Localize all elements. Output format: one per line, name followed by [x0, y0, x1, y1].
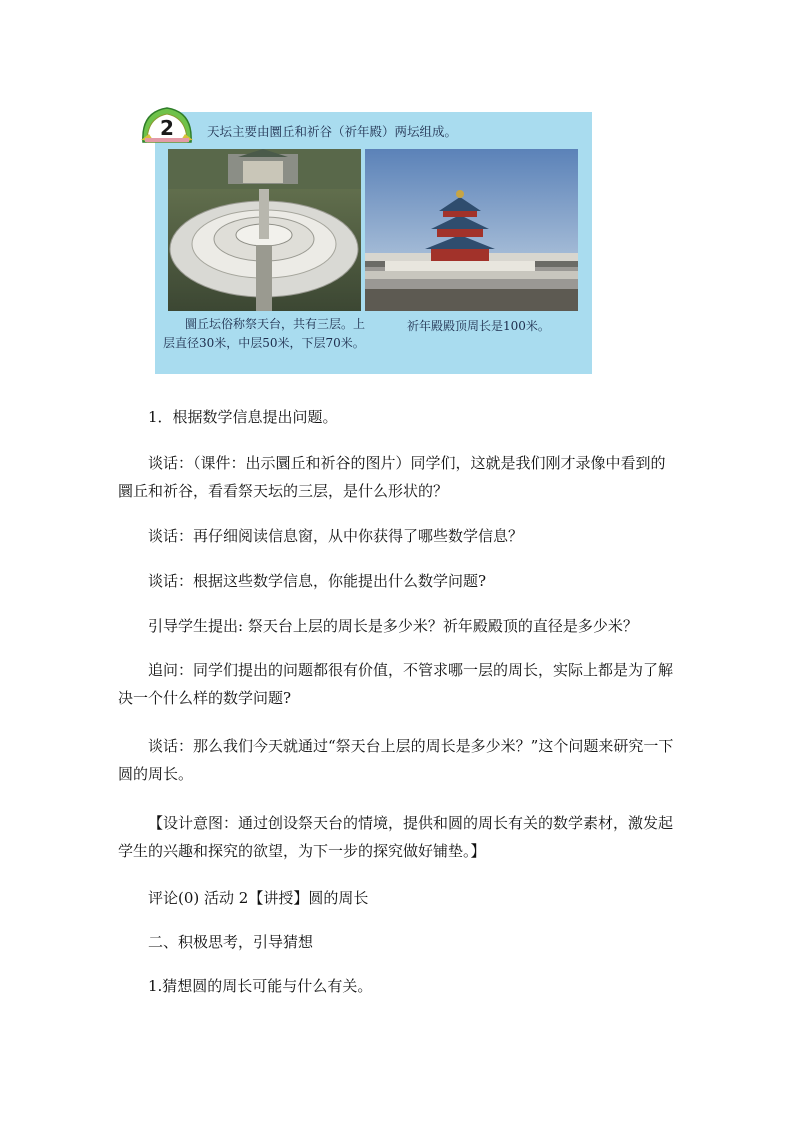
design-intent-note: 【设计意图：通过创设祭天台的情境，提供和圆的周长有关的数学素材，激发起学生的兴趣和探究的欲望，为下一步的探究做好铺垫。】: [118, 814, 674, 860]
paragraph: 谈话：那么我们今天就通过“祭天台上层的周长是多少米？”这个问题来研究一下圆的周长。: [118, 737, 674, 783]
info-window-figure: [155, 112, 592, 374]
figure-header: 天坛主要由圜丘和祈谷（祈年殿）两坛组成。: [207, 124, 458, 139]
caption-hall-of-prayer: 祈年殿殿顶周长是100米。: [407, 319, 550, 333]
number-badge-icon: [139, 104, 195, 144]
caption-circular-mound: 圜丘坛俗称祭天台，共有三层。上层直径30米，中层50米，下层70米。: [163, 317, 366, 350]
activity-heading: 评论(0) 活动 2【讲授】圆的周长: [148, 889, 369, 907]
paragraph: 1.猜想圆的周长可能与什么有关。: [148, 977, 373, 995]
paragraph: 1．根据数学信息提出问题。: [148, 408, 338, 426]
paragraph: 谈话：再仔细阅读信息窗，从中你获得了哪些数学信息？: [148, 527, 524, 545]
circular-mound-altar-photo: [168, 149, 361, 311]
paragraph: 谈话：根据这些数学信息，你能提出什么数学问题?: [148, 572, 487, 590]
hall-of-prayer-photo: [365, 149, 578, 311]
paragraph: 追问：同学们提出的问题都很有价值，不管求哪一层的周长，实际上都是为了解决一个什么样的数学问题?: [118, 661, 674, 707]
badge-number: 2: [160, 116, 174, 140]
paragraph: 引导学生提出: 祭天台上层的周长是多少米？祈年殿殿顶的直径是多少米？: [148, 617, 638, 635]
section-heading: 二、积极思考，引导猜想: [148, 933, 314, 951]
paragraph: 谈话：（课件：出示圜丘和祈谷的图片）同学们，这就是我们刚才录像中看到的圜丘和祈谷，看看祭天坛的三层，是什么形状的？: [118, 454, 666, 500]
